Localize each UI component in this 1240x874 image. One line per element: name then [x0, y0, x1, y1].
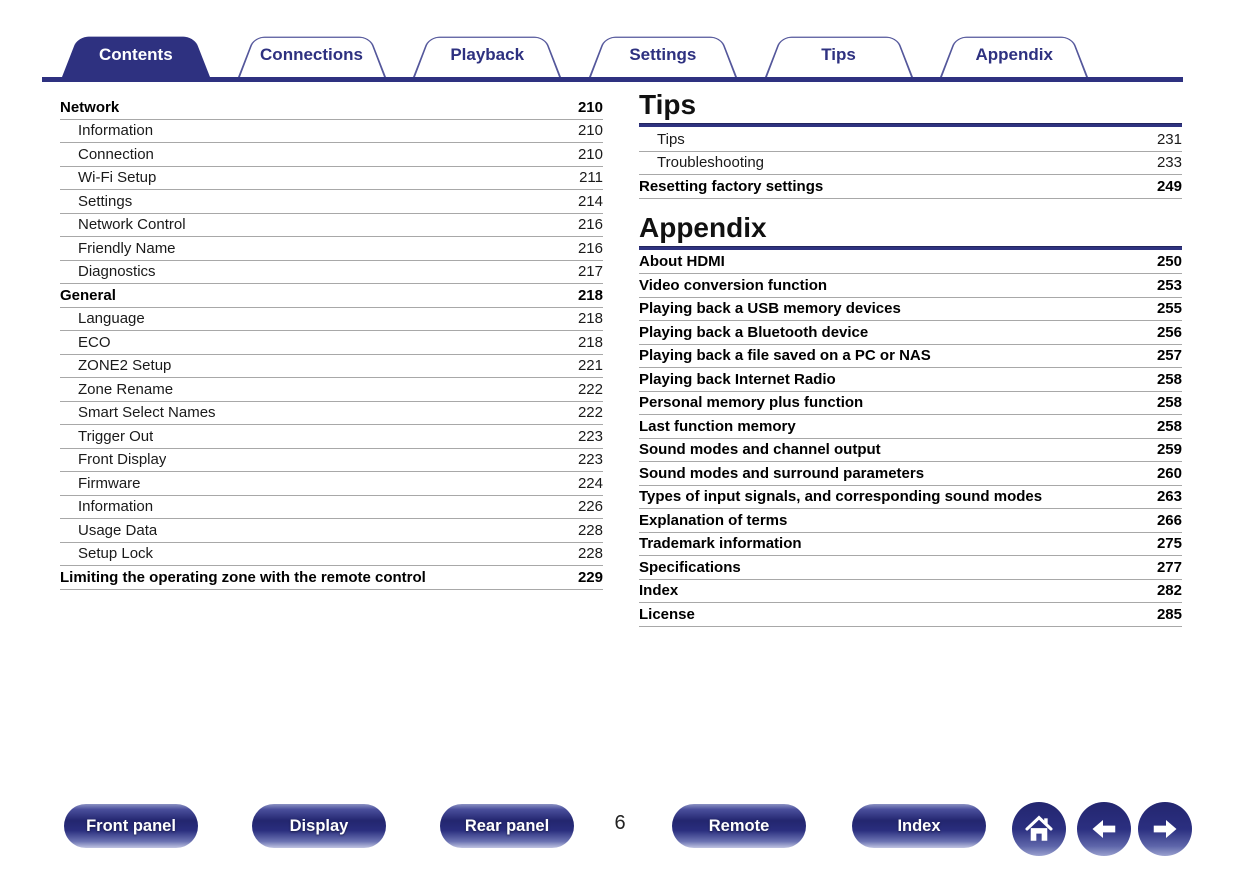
toc-entry[interactable] — [639, 152, 1182, 176]
toc-entry[interactable] — [60, 190, 603, 214]
toc-entry[interactable] — [639, 439, 1182, 463]
tab-connections[interactable] — [238, 33, 386, 77]
toc-entry[interactable] — [639, 415, 1182, 439]
toc-entry-page: 223 — [577, 451, 603, 469]
toc-entry[interactable] — [639, 175, 1182, 199]
toc-entry-label: Language — [78, 310, 145, 328]
tab-playback[interactable] — [413, 33, 561, 77]
toc-right-column — [639, 89, 1182, 627]
toc-entry-label: Specifications — [639, 558, 741, 576]
forward-arrow-icon — [1150, 814, 1180, 844]
toc-entry-label: Information — [78, 122, 154, 140]
toc-entry[interactable] — [60, 472, 603, 496]
toc-entry-page: 216 — [577, 239, 603, 257]
section-heading-rule — [639, 246, 1182, 250]
tab-appendix[interactable] — [940, 33, 1088, 77]
toc-entry-label: Firmware — [78, 474, 141, 492]
toc-entry[interactable] — [60, 566, 603, 590]
toc-entry-label: Trigger Out — [78, 427, 154, 445]
toc-entry-page: 218 — [577, 310, 603, 328]
toc-entry-page: 249 — [1156, 177, 1182, 195]
toc-entry-page: 257 — [1156, 347, 1182, 365]
tab-label: Tips — [821, 45, 856, 64]
toc-entry[interactable] — [60, 308, 603, 332]
toc-entry-page: 266 — [1156, 511, 1182, 529]
toc-entry[interactable] — [60, 96, 603, 120]
toc-entry-label: Playing back a USB memory devices — [639, 300, 901, 318]
toc-entry-label: Wi-Fi Setup — [78, 169, 157, 187]
forward-button[interactable] — [1138, 802, 1192, 856]
toc-entry[interactable] — [60, 378, 603, 402]
toc-entry-label: ZONE2 Setup — [78, 357, 172, 375]
toc-entry-page: 258 — [1156, 370, 1182, 388]
toc-entry-label: Usage Data — [78, 521, 158, 539]
toc-entry-label: Connection — [78, 145, 154, 163]
toc-entry[interactable] — [639, 462, 1182, 486]
toc-entry-page: 210 — [577, 145, 603, 163]
rear-panel-button[interactable]: Rear panel — [440, 804, 574, 848]
toc-entry-page: 253 — [1156, 276, 1182, 294]
toc-entry[interactable] — [639, 533, 1182, 557]
toc-entry-page: 214 — [577, 192, 603, 210]
toc-entry-label: Information — [78, 498, 154, 516]
toc-entry-page: 282 — [1156, 582, 1182, 600]
toc-entry-page: 260 — [1156, 464, 1182, 482]
toc-entry-label: Tips — [657, 130, 685, 148]
toc-entry[interactable] — [60, 261, 603, 285]
toc-entry-label: Resetting factory settings — [639, 177, 824, 195]
toc-entry-page: 263 — [1156, 488, 1182, 506]
section-heading: Appendix — [639, 211, 767, 243]
toc-entry-page: 231 — [1156, 130, 1182, 148]
section-heading: Tips — [639, 89, 697, 120]
toc-entry-page: 226 — [577, 498, 603, 516]
toc-entry-page: 210 — [577, 98, 603, 116]
toc-entry-page: 228 — [577, 521, 603, 539]
toc-entry-label: Index — [639, 582, 679, 600]
toc-entry-label: Playing back a file saved on a PC or NAS — [639, 347, 931, 365]
toc-entry-label: Limiting the operating zone with the remote control — [60, 568, 426, 586]
toc-entry[interactable] — [60, 167, 603, 191]
toc-entry-page: 221 — [577, 357, 603, 375]
toc-entry-page: 233 — [1156, 154, 1182, 172]
toc-entry-page: 210 — [577, 122, 603, 140]
toc-entry-page: 285 — [1156, 605, 1182, 623]
tab-tips[interactable] — [765, 33, 913, 77]
toc-entry[interactable] — [639, 368, 1182, 392]
index-button[interactable]: Index — [852, 804, 986, 848]
tab-label: Connections — [260, 45, 363, 64]
toc-entry-page: 211 — [579, 169, 603, 187]
toc-entry-page: 255 — [1156, 300, 1182, 318]
toc-entry-page: 229 — [577, 568, 603, 586]
toc-entry-page: 258 — [1156, 417, 1182, 435]
toc-entry-page: 250 — [1156, 253, 1182, 271]
toc-entry-page: 275 — [1156, 535, 1182, 553]
toc-main — [0, 82, 1240, 627]
toc-entry[interactable] — [60, 449, 603, 473]
toc-entry-label: License — [639, 605, 695, 623]
section-rows — [639, 128, 1182, 199]
tab-contents[interactable] — [62, 33, 210, 77]
toc-entry-label: General — [60, 286, 116, 304]
back-button[interactable] — [1077, 802, 1131, 856]
back-arrow-icon — [1089, 814, 1119, 844]
home-button[interactable] — [1012, 802, 1066, 856]
toc-entry-page: 228 — [577, 545, 603, 563]
section-tips — [639, 90, 1182, 199]
toc-entry[interactable] — [639, 274, 1182, 298]
toc-entry-label: Troubleshooting — [657, 154, 765, 172]
toc-entry-page: 258 — [1156, 394, 1182, 412]
toc-entry-label: ECO — [78, 333, 111, 351]
tab-label: Appendix — [975, 45, 1053, 64]
section-appendix — [639, 213, 1182, 627]
toc-entry[interactable] — [639, 321, 1182, 345]
home-icon — [1023, 813, 1055, 845]
remote-button[interactable]: Remote — [672, 804, 806, 848]
toc-entry-page: 256 — [1156, 323, 1182, 341]
toc-entry[interactable] — [639, 603, 1182, 627]
toc-entry-page: 222 — [577, 404, 603, 422]
toc-entry[interactable] — [639, 486, 1182, 510]
toc-entry[interactable] — [639, 509, 1182, 533]
toc-entry-label: Sound modes and surround parameters — [639, 464, 925, 482]
toc-entry[interactable] — [639, 298, 1182, 322]
toc-entry-label: Playing back Internet Radio — [639, 370, 836, 388]
toc-entry-label: Trademark information — [639, 535, 802, 553]
toc-entry[interactable] — [639, 580, 1182, 604]
toc-entry[interactable] — [60, 331, 603, 355]
section-heading-rule — [639, 123, 1182, 127]
tab-label: Settings — [629, 45, 697, 64]
tab-label: Playback — [450, 45, 525, 64]
toc-entry-label: Zone Rename — [78, 380, 174, 398]
toc-entry-label: Network — [60, 98, 120, 116]
toc-entry-page: 217 — [577, 263, 603, 281]
toc-entry[interactable] — [60, 543, 603, 567]
toc-entry[interactable] — [639, 345, 1182, 369]
toc-entry-label: Explanation of terms — [639, 511, 788, 529]
toc-entry-label: Diagnostics — [78, 263, 156, 281]
footer-nav — [0, 802, 1240, 862]
toc-entry-label: Smart Select Names — [78, 404, 216, 422]
display-button[interactable]: Display — [252, 804, 386, 848]
toc-entry-page: 277 — [1156, 558, 1182, 576]
toc-entry-label: Setup Lock — [78, 545, 154, 563]
toc-entry-label: Settings — [78, 192, 133, 210]
toc-entry[interactable] — [60, 237, 603, 261]
toc-entry[interactable] — [60, 120, 603, 144]
toc-entry-page: 222 — [577, 380, 603, 398]
front-panel-button[interactable]: Front panel — [64, 804, 198, 848]
toc-entry-page: 218 — [577, 286, 603, 304]
tab-bar — [0, 0, 1240, 82]
tab-label: Contents — [99, 45, 173, 64]
toc-entry[interactable] — [60, 284, 603, 308]
toc-entry[interactable] — [639, 128, 1182, 152]
toc-entry[interactable] — [639, 392, 1182, 416]
toc-entry-page: 259 — [1156, 441, 1182, 459]
toc-entry-label: Video conversion function — [639, 276, 828, 294]
toc-entry-label: Last function memory — [639, 417, 796, 435]
toc-entry-page: 223 — [577, 427, 603, 445]
toc-entry-page: 218 — [577, 333, 603, 351]
toc-entry[interactable] — [60, 496, 603, 520]
toc-entry[interactable] — [60, 355, 603, 379]
toc-entry-label: Types of input signals, and corresponding sound modes — [639, 488, 1043, 506]
toc-entry-label: Personal memory plus function — [639, 394, 864, 412]
toc-entry[interactable] — [60, 425, 603, 449]
toc-entry[interactable] — [60, 143, 603, 167]
toc-entry[interactable] — [60, 214, 603, 238]
toc-entry-label: Sound modes and channel output — [639, 441, 881, 459]
tab-settings[interactable] — [589, 33, 737, 77]
toc-entry-label: Friendly Name — [78, 239, 176, 257]
toc-entry[interactable] — [639, 251, 1182, 275]
toc-entry-label: About HDMI — [639, 253, 725, 271]
tabs-row — [62, 33, 1088, 77]
toc-entry[interactable] — [60, 519, 603, 543]
section-rows — [639, 251, 1182, 627]
toc-entry[interactable] — [60, 402, 603, 426]
toc-left-column — [60, 96, 603, 627]
toc-entry-label: Network Control — [78, 216, 186, 234]
toc-entry-label: Front Display — [78, 451, 167, 469]
toc-entry-page: 224 — [577, 474, 603, 492]
toc-entry-page: 216 — [577, 216, 603, 234]
page-number: 6 — [614, 812, 626, 834]
toc-entry-label: Playing back a Bluetooth device — [639, 323, 869, 341]
toc-entry[interactable] — [639, 556, 1182, 580]
